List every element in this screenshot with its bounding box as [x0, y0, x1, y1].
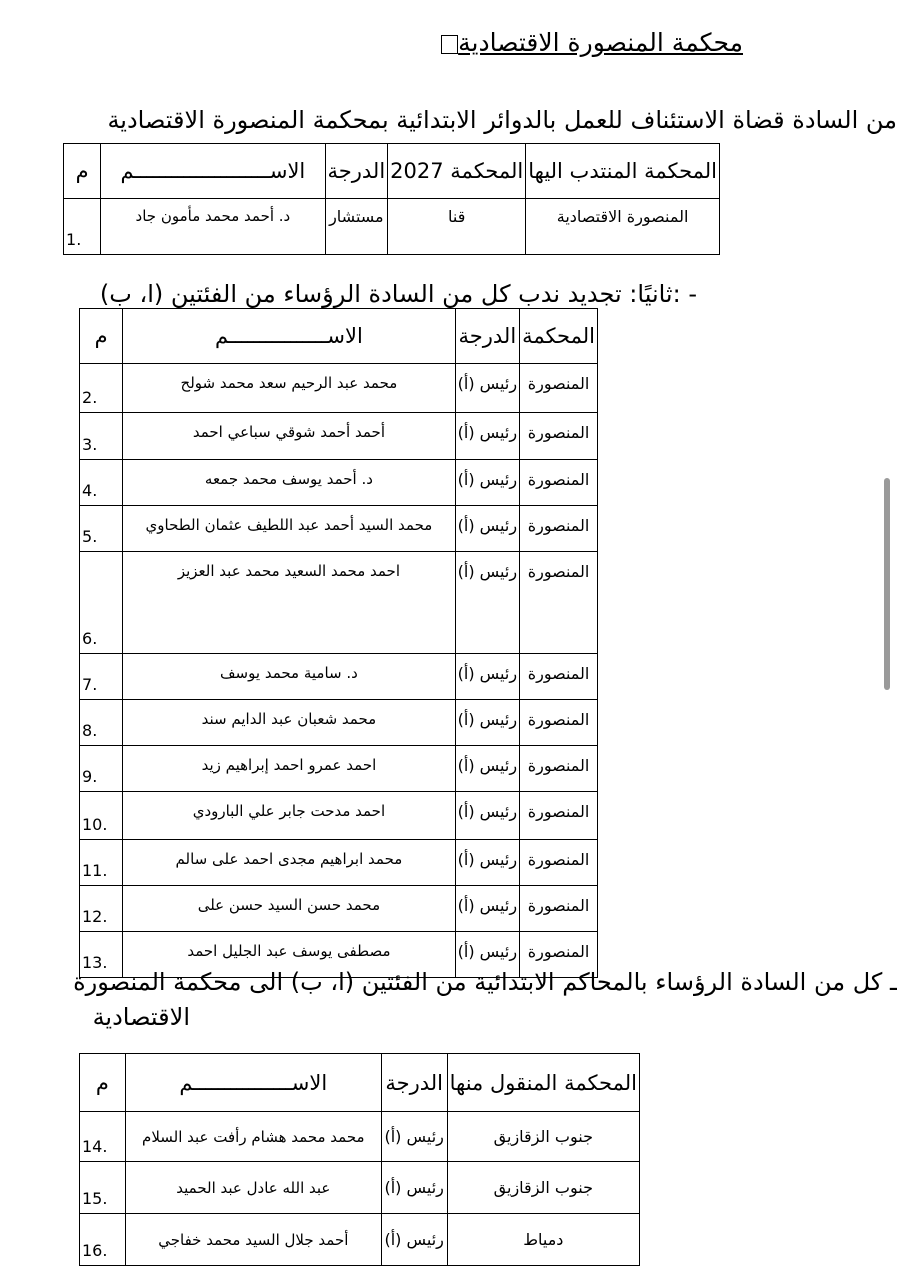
cell-number: .14 [80, 1112, 126, 1162]
cell-court: المنصورة [520, 700, 598, 746]
table-body [80, 364, 598, 978]
table-transfer [79, 1053, 640, 1266]
header-origin-court: المحكمة 2027 [388, 144, 526, 199]
cell-grade: رئيس (أ) [381, 1112, 447, 1162]
table-row [80, 413, 598, 460]
section-3-heading-cont: الاقتصادية [92, 1003, 190, 1031]
cell-court: المنصورة الاقتصادية [526, 199, 720, 255]
cell-court: المنصورة [520, 364, 598, 413]
cell-name: د. أحمد يوسف محمد جمعه [123, 460, 455, 506]
cell-number: .8 [80, 700, 123, 746]
cell-name: احمد محمد السعيد محمد عبد العزيز [123, 552, 455, 654]
page-title: محكمة المنصورة الاقتصادية [398, 28, 743, 57]
checkbox-glyph [441, 35, 458, 54]
cell-number: .1 [64, 199, 101, 255]
cell-number: .5 [80, 506, 123, 552]
cell-name: محمد ابراهيم مجدى احمد على سالم [123, 840, 455, 886]
cell-court: دمياط [447, 1214, 639, 1266]
cell-court: المنصورة [520, 840, 598, 886]
table-row [80, 700, 598, 746]
cell-name: عبد الله عادل عبد الحميد [125, 1162, 381, 1214]
table-row [80, 746, 598, 792]
header-grade: الدرجة [325, 144, 388, 199]
cell-grade: رئيس (أ) [455, 886, 519, 932]
table-row [80, 460, 598, 506]
cell-number: .13 [80, 932, 123, 978]
header-number: م [80, 309, 123, 364]
cell-number: .15 [80, 1162, 126, 1214]
cell-court: المنصورة [520, 886, 598, 932]
cell-grade: رئيس (أ) [455, 932, 519, 978]
section-1-heading: من السادة قضاة الاستئناف للعمل بالدوائر الابتدائية بمحكمة المنصورة الاقتصادية [107, 106, 897, 134]
cell-number: .16 [80, 1214, 126, 1266]
header-court: المحكمة المنقول منها [447, 1054, 639, 1112]
header-name: الاســــــــــــــــم [123, 309, 455, 364]
cell-grade: رئيس (أ) [455, 364, 519, 413]
cell-grade: رئيس (أ) [455, 792, 519, 840]
table-row [80, 654, 598, 700]
table-row [80, 886, 598, 932]
cell-name: محمد محمد هشام رأفت عبد السلام [125, 1112, 381, 1162]
cell-name: د. أحمد محمد مأمون جاد [101, 199, 325, 255]
cell-number: .11 [80, 840, 123, 886]
header-grade: الدرجة [455, 309, 519, 364]
cell-number: .2 [80, 364, 123, 413]
table-row [80, 364, 598, 413]
table-row [80, 840, 598, 886]
table-delegation [63, 143, 720, 255]
cell-court: المنصورة [520, 506, 598, 552]
cell-name: أحمد جلال السيد محمد خفاجي [125, 1214, 381, 1266]
table-header-row [64, 144, 720, 199]
table-row [80, 1214, 640, 1266]
section-3-heading: ـ كل من السادة الرؤساء بالمحاكم الابتدائية من الفئتين (ا، ب) الى محكمة المنصورة [73, 968, 897, 996]
cell-number: .12 [80, 886, 123, 932]
header-court: المحكمة المنتدب اليها [526, 144, 720, 199]
cell-number: .9 [80, 746, 123, 792]
cell-court: المنصورة [520, 413, 598, 460]
cell-grade: رئيس (أ) [455, 506, 519, 552]
cell-number: .4 [80, 460, 123, 506]
cell-court: المنصورة [520, 460, 598, 506]
scrollbar[interactable] [884, 478, 890, 690]
header-name: الاســــــــــــــــم [125, 1054, 381, 1112]
cell-name: محمد شعبان عبد الدايم سند [123, 700, 455, 746]
cell-grade: رئيس (أ) [381, 1214, 447, 1266]
section-2-heading: - :ثانيًا: تجديد ندب كل من السادة الرؤساء من الفئتين (ا، ب) [99, 280, 697, 308]
table-row [80, 552, 598, 654]
header-number: م [80, 1054, 126, 1112]
cell-court: المنصورة [520, 746, 598, 792]
cell-name: محمد حسن السيد حسن على [123, 886, 455, 932]
table-row [80, 506, 598, 552]
cell-grade: رئيس (أ) [381, 1162, 447, 1214]
header-number: م [64, 144, 101, 199]
header-grade: الدرجة [381, 1054, 447, 1112]
cell-origin-court: قنا [388, 199, 526, 255]
cell-name: محمد السيد أحمد عبد اللطيف عثمان الطحاوي [123, 506, 455, 552]
cell-grade: رئيس (أ) [455, 552, 519, 654]
cell-name: احمد عمرو احمد إبراهيم زيد [123, 746, 455, 792]
cell-name: د. سامية محمد يوسف [123, 654, 455, 700]
cell-grade: رئيس (أ) [455, 746, 519, 792]
cell-court: المنصورة [520, 552, 598, 654]
table-header-row [80, 1054, 640, 1112]
cell-grade: رئيس (أ) [455, 700, 519, 746]
cell-number: .6 [80, 552, 123, 654]
cell-court: جنوب الزقازيق [447, 1162, 639, 1214]
cell-name: أحمد أحمد شوقي سباعي احمد [123, 413, 455, 460]
cell-grade: رئيس (أ) [455, 654, 519, 700]
cell-grade: رئيس (أ) [455, 460, 519, 506]
cell-grade: مستشار [325, 199, 388, 255]
cell-name: احمد مدحت جابر علي البارودي [123, 792, 455, 840]
table-renewal [79, 308, 598, 978]
table-row [80, 1112, 640, 1162]
cell-grade: رئيس (أ) [455, 413, 519, 460]
table-header-row [80, 309, 598, 364]
table-row [80, 792, 598, 840]
cell-number: .10 [80, 792, 123, 840]
cell-name: مصطفى يوسف عبد الجليل احمد [123, 932, 455, 978]
cell-court: المنصورة [520, 654, 598, 700]
cell-court: المنصورة [520, 792, 598, 840]
cell-number: .3 [80, 413, 123, 460]
table-body [80, 1112, 640, 1266]
cell-number: .7 [80, 654, 123, 700]
table-row [64, 199, 720, 255]
cell-grade: رئيس (أ) [455, 840, 519, 886]
cell-court: جنوب الزقازيق [447, 1112, 639, 1162]
cell-name: محمد عبد الرحيم سعد محمد شولح [123, 364, 455, 413]
header-name: الاســــــــــــــــــــــم [101, 144, 325, 199]
cell-court: المنصورة [520, 932, 598, 978]
header-court: المحكمة [520, 309, 598, 364]
table-row [80, 1162, 640, 1214]
